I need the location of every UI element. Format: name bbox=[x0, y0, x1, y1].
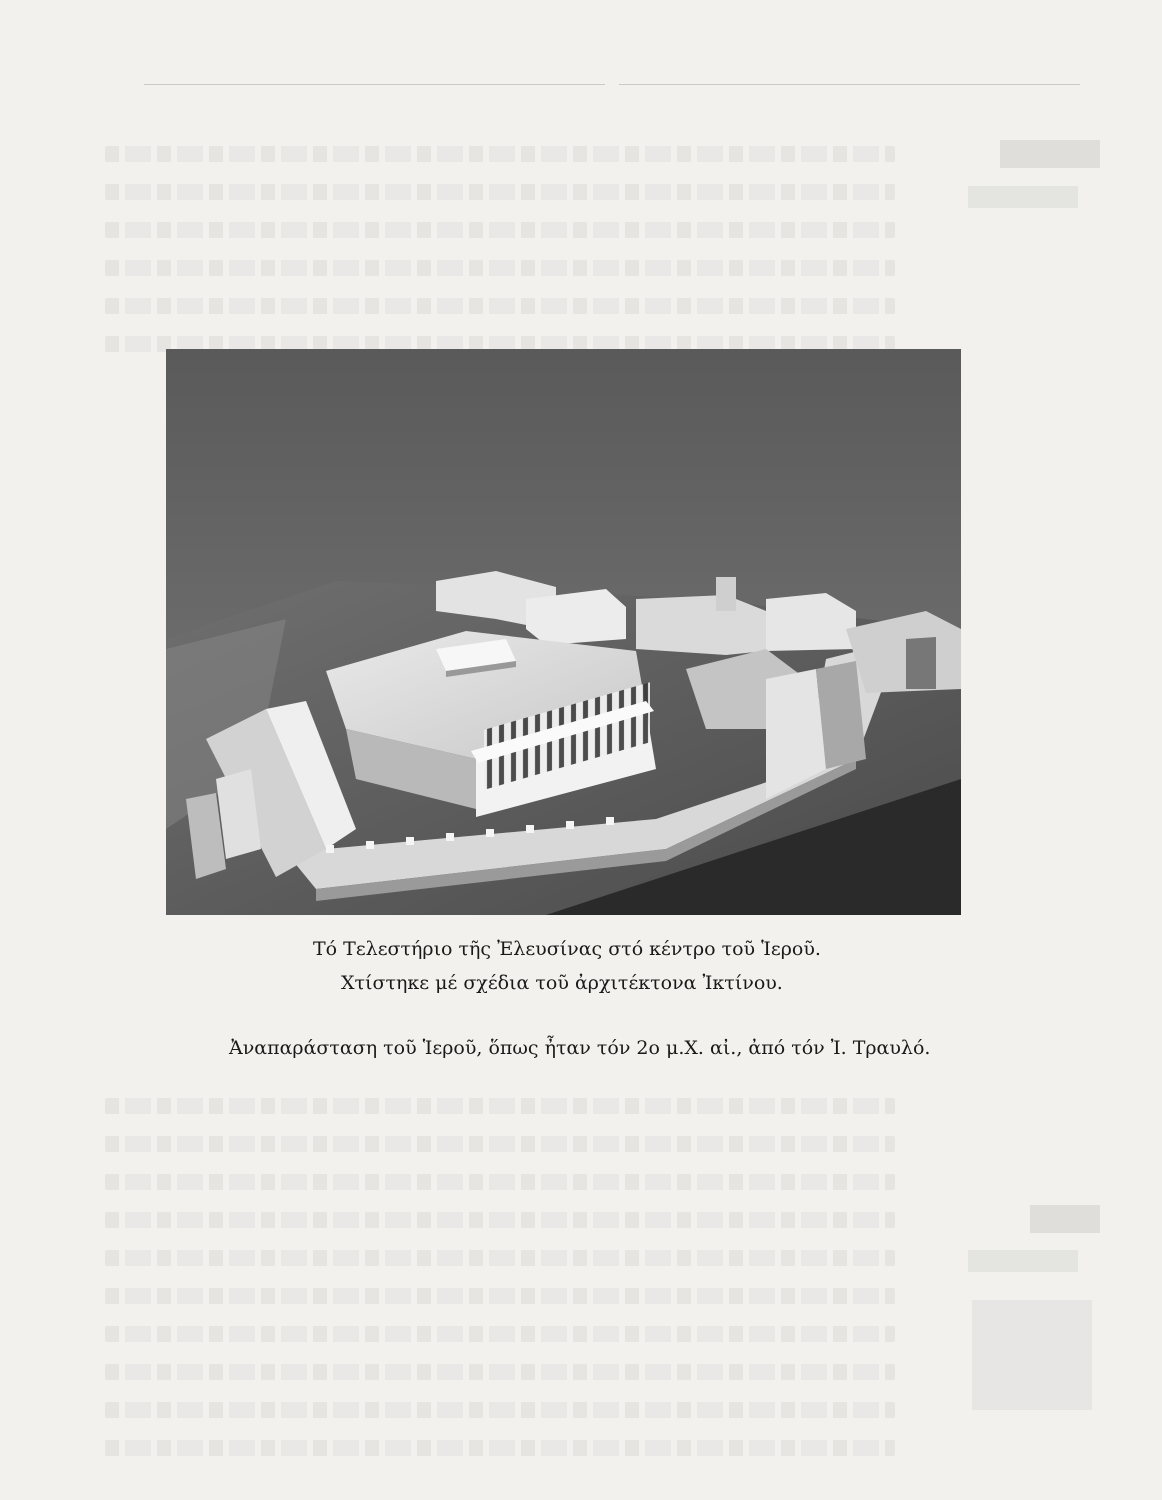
sanctuary-model-photo bbox=[166, 349, 961, 915]
caption-line-1: Τό Τελεστήριο τῆς Ἐλευσίνας στό κέντρο τοῦ Ἱεροῦ. bbox=[313, 938, 821, 960]
faint-running-head bbox=[100, 84, 1080, 85]
caption-credit-line: Ἀναπαράσταση τοῦ Ἱεροῦ, ὅπως ἦταν τόν 2ο μ.Χ. αἰ., ἀπό τόν Ἰ. Τραυλό. bbox=[229, 1037, 931, 1059]
caption-line-2: Χτίστηκε μέ σχέδια τοῦ ἀρχιτέκτονα Ἰκτίνου. bbox=[341, 972, 783, 994]
